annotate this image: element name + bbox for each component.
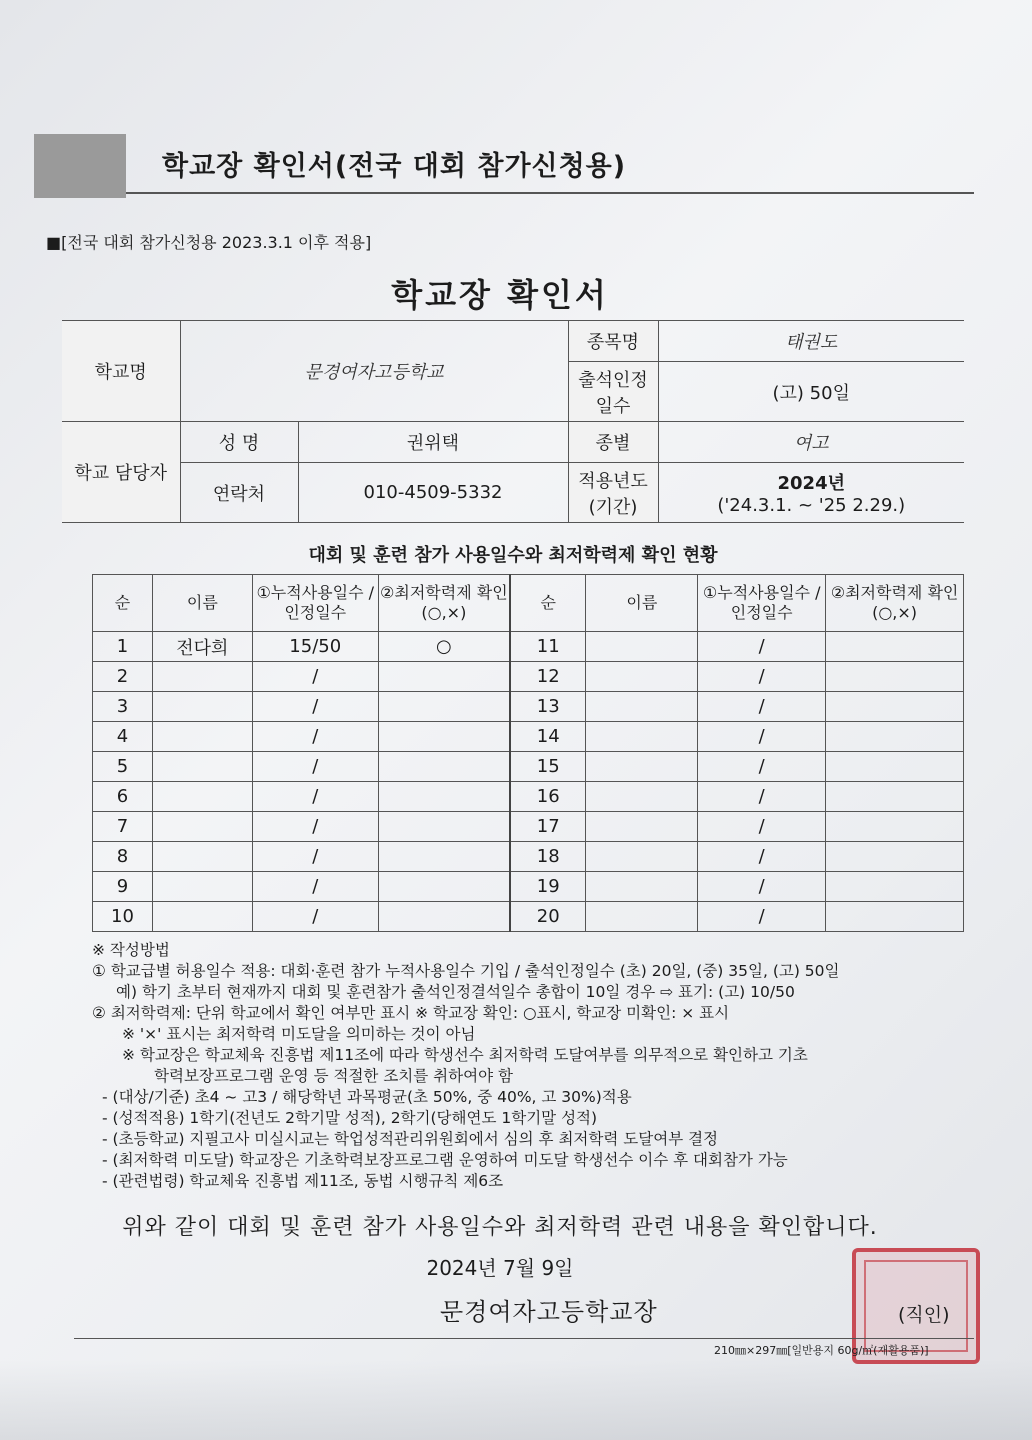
note-line: ※ 작성방법 — [92, 941, 170, 959]
row-days-right: / — [698, 632, 826, 662]
banner — [34, 134, 974, 198]
row-days: / — [252, 872, 378, 902]
note-line: ① 학교급별 허용일수 적용: 대회·훈련 참가 누적사용일수 기입 / 출석인정일수 (초) 20일, (중) 35일, (고) 50일 — [92, 962, 840, 980]
row-check-right — [826, 662, 964, 692]
row-check — [378, 752, 510, 782]
bottom-rule — [74, 1338, 974, 1339]
row-no-right: 20 — [510, 902, 586, 932]
table-row — [93, 842, 964, 872]
row-days-right: / — [698, 842, 826, 872]
confirm-statement: 위와 같이 대회 및 훈련 참가 사용일수와 최저학력 관련 내용을 확인합니다. — [122, 1215, 878, 1240]
row-name-right — [586, 902, 698, 932]
days-value: (고) 50일 — [658, 362, 964, 422]
row-check — [378, 902, 510, 932]
header-days-right: ①누적사용일수 /인정일수 — [698, 575, 826, 632]
table-row — [93, 632, 964, 662]
row-days-right: / — [698, 902, 826, 932]
row-days: / — [252, 842, 378, 872]
row-name-right — [586, 632, 698, 662]
row-no: 4 — [93, 722, 153, 752]
row-name — [152, 722, 252, 752]
banner-title: 학교장 확인서(전국 대회 참가신청용) — [162, 151, 627, 182]
paper-shadow — [0, 1360, 1032, 1440]
row-days: / — [252, 662, 378, 692]
row-no-right: 13 — [510, 692, 586, 722]
row-no-right: 16 — [510, 782, 586, 812]
note-line: - (대상/기준) 초4 ~ 고3 / 해당학년 과목평균(초 50%, 중 40%, 고 30%)적용 — [102, 1088, 632, 1106]
row-name — [152, 842, 252, 872]
section-title: 대회 및 훈련 참가 사용일수와 최저학력제 확인 현황 — [308, 545, 718, 566]
days-label: 출석인정 일수 — [568, 362, 658, 422]
row-check — [378, 782, 510, 812]
table-row — [93, 752, 964, 782]
category-label: 종별 — [568, 422, 658, 463]
row-name — [152, 902, 252, 932]
row-no: 5 — [93, 752, 153, 782]
row-name-right — [586, 872, 698, 902]
table-row — [93, 662, 964, 692]
row-check-right — [826, 812, 964, 842]
sport-label: 종목명 — [568, 321, 658, 362]
table-row — [93, 902, 964, 932]
row-check — [378, 662, 510, 692]
row-name-right — [586, 722, 698, 752]
note-line: - (초등학교) 지필고사 미실시교는 학업성적관리위원회에서 심의 후 최저학력 도달여부 결정 — [102, 1130, 719, 1148]
row-days-right: / — [698, 722, 826, 752]
header-name: 이름 — [152, 575, 252, 632]
row-days-right: / — [698, 662, 826, 692]
row-name — [152, 812, 252, 842]
contact-label: 연락처 — [180, 463, 298, 523]
note-line: ※ 학교장은 학교체육 진흥법 제11조에 따라 학생선수 최저학력 도달여부를 의무적으로 확인하고 기초 — [122, 1046, 808, 1064]
document-page — [30, 130, 970, 1400]
year-cell — [658, 463, 964, 523]
row-no-right: 12 — [510, 662, 586, 692]
row-no: 8 — [93, 842, 153, 872]
row-days: / — [252, 902, 378, 932]
notes-section — [92, 940, 972, 1192]
note-line: 예) 학기 초부터 현재까지 대회 및 훈련참가 출석인정결석일수 총합이 10일 경우 ⇨ 표기: (고) 10/50 — [116, 983, 795, 1001]
manager-label: 학교 담당자 — [62, 422, 180, 523]
row-check-right — [826, 692, 964, 722]
note-line: ※ '×' 표시는 최저학력 미도달을 의미하는 것이 아님 — [122, 1025, 476, 1043]
row-days: 15/50 — [252, 632, 378, 662]
row-name — [152, 692, 252, 722]
note-line: - (관련법령) 학교체육 진흥법 제11조, 동법 시행규칙 제6조 — [102, 1172, 504, 1190]
row-no-right: 19 — [510, 872, 586, 902]
row-days-right: / — [698, 692, 826, 722]
row-check — [378, 812, 510, 842]
subhead: ■[전국 대회 참가신청용 2023.3.1 이후 적용] — [46, 233, 372, 252]
roster-table — [92, 574, 964, 932]
row-name-right — [586, 662, 698, 692]
row-check — [378, 722, 510, 752]
issue-date: 2024년 7월 9일 — [426, 1256, 574, 1280]
row-days: / — [252, 812, 378, 842]
period-value: ('24.3.1. ~ '25 2.29.) — [717, 495, 906, 516]
header-days: ①누적사용일수 /인정일수 — [252, 575, 378, 632]
header-no: 순 — [93, 575, 153, 632]
row-check — [378, 872, 510, 902]
row-check-right — [826, 902, 964, 932]
row-check-right — [826, 632, 964, 662]
row-days: / — [252, 722, 378, 752]
row-days: / — [252, 782, 378, 812]
row-days-right: / — [698, 812, 826, 842]
doc-title: 학교장 확인서 — [391, 276, 609, 314]
school-label: 학교명 — [62, 321, 180, 422]
row-no-right: 14 — [510, 722, 586, 752]
row-check: ○ — [378, 632, 510, 662]
school-value: 문경여자고등학교 — [180, 321, 568, 422]
row-days-right: / — [698, 872, 826, 902]
row-check-right — [826, 842, 964, 872]
table-row — [93, 692, 964, 722]
roster-header-row — [93, 575, 964, 632]
row-days-right: / — [698, 752, 826, 782]
note-line: 학력보장프로그램 운영 등 적절한 조치를 취하여야 함 — [154, 1067, 513, 1085]
row-check-right — [826, 872, 964, 902]
row-no: 2 — [93, 662, 153, 692]
row-no: 1 — [93, 632, 153, 662]
sport-value: 태권도 — [658, 321, 964, 362]
table-row — [93, 812, 964, 842]
table-row — [93, 722, 964, 752]
name-value: 권위택 — [298, 422, 568, 463]
row-name — [152, 662, 252, 692]
year-value: 2024년 — [777, 473, 845, 494]
row-name-right — [586, 812, 698, 842]
header-name-right: 이름 — [586, 575, 698, 632]
row-days-right: / — [698, 782, 826, 812]
row-name-right — [586, 752, 698, 782]
info-table — [62, 320, 964, 523]
row-name — [152, 782, 252, 812]
header-check: ②최저학력제 확인(○,×) — [378, 575, 510, 632]
row-no: 6 — [93, 782, 153, 812]
row-no-right: 18 — [510, 842, 586, 872]
note-line: ② 최저학력제: 단위 학교에서 확인 여부만 표시 ※ 학교장 확인: ○표시, 학교장 미확인: × 표시 — [92, 1004, 730, 1022]
row-no: 9 — [93, 872, 153, 902]
row-name — [152, 752, 252, 782]
row-name: 전다희 — [152, 632, 252, 662]
row-check-right — [826, 722, 964, 752]
row-name — [152, 872, 252, 902]
table-row — [93, 782, 964, 812]
banner-grey-block — [34, 134, 126, 198]
row-name-right — [586, 782, 698, 812]
row-name-right — [586, 842, 698, 872]
row-no: 10 — [93, 902, 153, 932]
banner-rule — [126, 192, 974, 194]
row-check — [378, 842, 510, 872]
seal-label: (직인) — [898, 1304, 950, 1326]
header-check-right: ②최저학력제 확인(○,×) — [826, 575, 964, 632]
row-check — [378, 692, 510, 722]
name-label: 성 명 — [180, 422, 298, 463]
row-days: / — [252, 752, 378, 782]
principal-name: 문경여자고등학교장 — [440, 1298, 658, 1326]
row-no: 7 — [93, 812, 153, 842]
category-value: 여고 — [658, 422, 964, 463]
paper-spec: 210㎜×297㎜[일반용지 60g/㎡(재활용품)] — [714, 1344, 929, 1357]
row-name-right — [586, 692, 698, 722]
table-row — [93, 872, 964, 902]
header-no-right: 순 — [510, 575, 586, 632]
roster-body — [93, 632, 964, 932]
note-line: - (최저학력 미도달) 학교장은 기초학력보장프로그램 운영하여 미도달 학생선수 이수 후 대회참가 가능 — [102, 1151, 788, 1169]
year-label: 적용년도 (기간) — [568, 463, 658, 523]
row-no: 3 — [93, 692, 153, 722]
row-check-right — [826, 752, 964, 782]
row-check-right — [826, 782, 964, 812]
row-days: / — [252, 692, 378, 722]
row-no-right: 15 — [510, 752, 586, 782]
note-line: - (성적적용) 1학기(전년도 2학기말 성적), 2학기(당해연도 1학기말 성적) — [102, 1109, 598, 1127]
row-no-right: 11 — [510, 632, 586, 662]
row-no-right: 17 — [510, 812, 586, 842]
contact-value: 010-4509-5332 — [298, 463, 568, 523]
